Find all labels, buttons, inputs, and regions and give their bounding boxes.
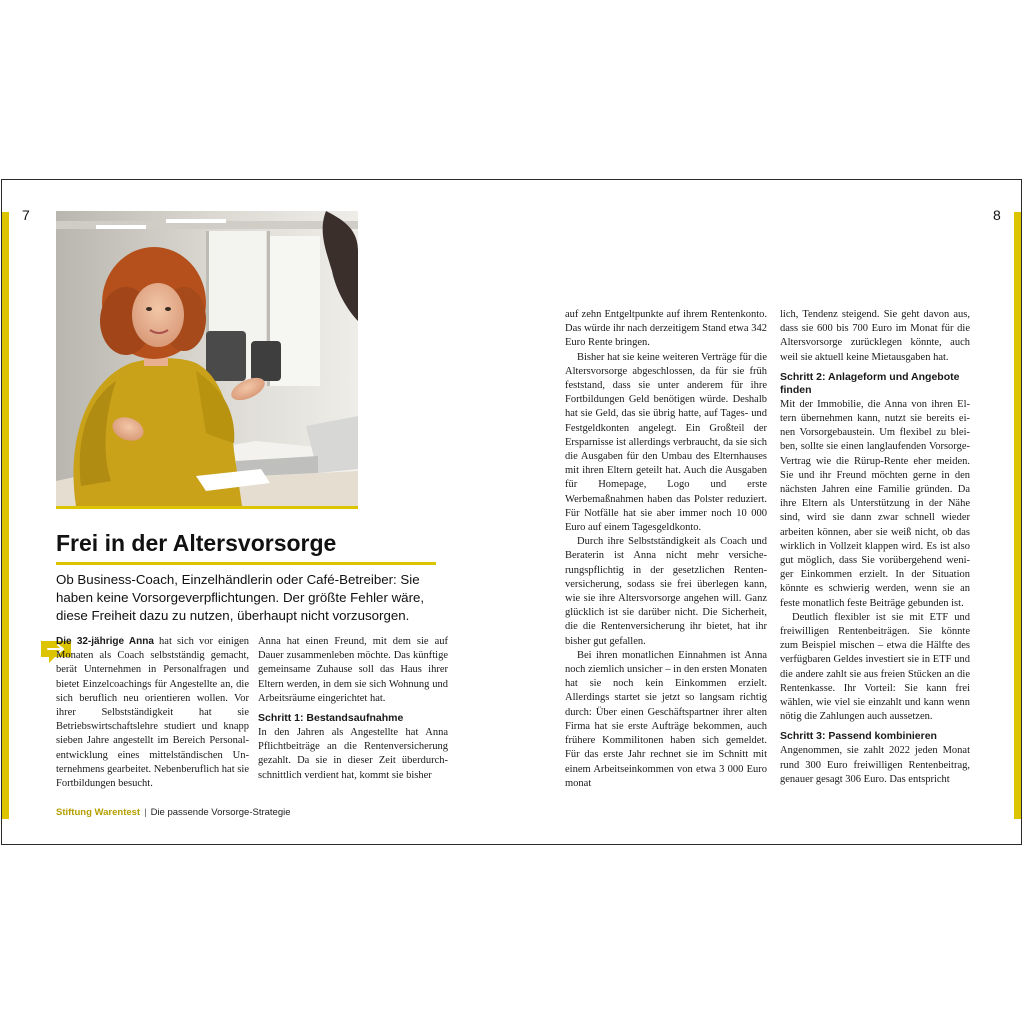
paragraph: Anna hat einen Freund, mit dem sie auf Dauer zusammenleben möchte. Das künftige gemeinsame Zuhause soll das Haus ihrer Eltern werden, in dem sie sich Wohnung und Arbeitsräume eingerichtet hat. <box>258 636 448 704</box>
paragraph: In den Jahren als Angestellte hat Anna Pflichtbeiträge an die Rentenversicherung gezahlt. Da sie in dieser Zeit überdurchschnittlich verdient hat, kommt sie bisher <box>258 727 448 781</box>
column-4 <box>780 308 970 787</box>
left-page-accent-bar <box>2 212 9 819</box>
article-intro: Ob Business-Coach, Einzelhändlerin oder Café-Betreiber: Sie haben keine Vorsorgeverpflichtungen. Der größte Fehler wäre, diese Freiheit dazu zu nutzen, überhaupt nicht vorzusorgen. <box>56 572 425 623</box>
article-headline: Frei in der Altersvorsorge <box>56 530 337 556</box>
lead-paragraph-text: hat sich vor einigen Monaten als Coach selbstständig gemacht, berät Unternehmen in Personalfragen und bietet Einzelcoachings für Angestellte an, die sich beruflich neu orientieren wollen. Vor ihrer Selbstständigkeit hat sie Betriebswirtschaftslehre studiert und knapp sieben Jahre angestellt im Bereich Personalentwicklung eines mittelständischen Unternehmens gearbeitet. Nebenberuflich hat sie Fortbildungen besucht. <box>56 636 249 790</box>
section-heading-step-1: Schritt 1: Bestandsaufnahme <box>258 712 404 725</box>
section-heading-step-2: Schritt 2: Anlageform und Angebote finden <box>780 370 960 396</box>
right-page-number: 8 <box>993 207 1001 223</box>
paragraph: Durch ihre Selbstständigkeit als Coach und Beraterin ist Anna nicht mehr versicherungspflichtig in der gesetzlichen Rentenversicherung, sodass sie frei überlegen kann, wie sie ihre Altersvorsorge angehen will. Ganz glücklich ist sie darüber nicht. Die Sicherheit, die die Rentenversicherung ihr bietet, hat ihr bisher gut gefallen. <box>565 536 767 647</box>
paragraph: Mit der Immobilie, die Anna von ihren Eltern übernehmen kann, nutzt sie bereits einen Vorsorgebaustein. Um flexibel zu bleiben, sollte sie einen langlaufenden Vorsorge-Vertrag wie die Rürup-Rente eher meiden. Sie und ihr Freund möchten gerne in den nächsten Jahren eine Familie gründen. Da ihre Eltern als Unterstützung in der Nähe sind, wird sie dann zwar schnell wieder arbeiten können, aber sie weiß nicht, ob das wirklich in Vollzeit klappen wird. Es ist also gut möglich, dass Sie vorübergehend weniger Einkommen erzielt. In der Situation könnte es schwierig werden, wenn sie an feste monatlich feste Beiträge gebunden ist. <box>780 398 970 609</box>
paragraph: Deutlich flexibler ist sie mit ETF und freiwilligen Rentenbeiträgen. Sie könnte zum Beispiel mischen – etwa die Hälfte des verfügbaren Geldes investiert sie in ETF und die andere zahlt sie aus freien Stücken an die Rentenkasse. Ihr Vorteil: Sie kann frei wählen, wie viel sie einzahlt und kann wenn nötig die Zahlungen auch aussetzen. <box>780 611 970 723</box>
column-1-paragraph <box>56 635 249 791</box>
footer-separator: | <box>144 807 147 818</box>
paragraph: Bei ihren monatlichen Einnahmen ist Anna noch ziemlich unsicher – in den ersten Monaten hat sie noch kein Einkommen erzielt. Allerdings startet sie jetzt so langsam richtig durch: Über einen Geschäftspartner ihrer alten Firma hat sie erste Aufträge bekommen, auch frühere Kommilitonen haben sich gemeldet. Für das erste Jahr rechnet sie im Schnitt mit einem Arbeitseinkommen von etwa 3 000 Euro monat <box>565 649 767 789</box>
photo-accent-line <box>56 506 358 509</box>
column-1 <box>56 635 249 791</box>
footer-subtitle: Die passende Vorsorge-Strategie <box>150 807 291 818</box>
paragraph: Bisher hat sie keine weiteren Verträge für die Altersvorsorge abgeschlossen, da für sie früh feststand, dass sie unter anderem für ihre Fortbildungen Geld benötigen würde. Deshalb hat sie Geld, das sie übrig hatte, auf Tages- und Festgeldkonten angelegt. Ein Großteil der Ersparnisse ist allerdings verbraucht, da sie sich die Ausgaben für den Umbau des Elternhauses mit ihren Eltern geteilt hat. Auch die Ausgaben für Homepage, Logo und erste Werbemaßnahmen haben das Polster reduziert. Für Notfälle hat sie aber immer noch 10 000 Euro auf einem Tagesgeldkonto. <box>565 351 767 534</box>
lead-in: Die 32-jährige Anna <box>56 636 154 647</box>
photo-woman-in-office <box>56 211 358 506</box>
book-spread <box>1 179 1022 845</box>
paragraph: Angenommen, sie zahlt 2022 jeden Monat rund 300 Euro freiwilligen Rentenbeitrag, genauer gesagt 306 Euro. Das entspricht <box>780 745 970 785</box>
right-page-accent-bar <box>1014 212 1021 819</box>
footer-brand: Stiftung Warentest <box>56 807 141 818</box>
column-3 <box>565 308 767 791</box>
column-2 <box>258 635 448 783</box>
section-heading-step-3: Schritt 3: Passend kombinieren <box>780 730 937 743</box>
headline-accent-rule <box>56 562 436 565</box>
paragraph: lich, Tendenz steigend. Sie geht davon aus, dass sie 600 bis 700 Euro im Monat für die Altersvorsorge zurücklegen könnte, auch weil sie aktuell keine Mietausgaben hat. <box>780 309 970 363</box>
left-page-number: 7 <box>22 207 30 223</box>
paragraph: auf zehn Entgeltpunkte auf ihrem Rentenkonto. Das würde ihr nach derzeitigem Stand etwa 342 Euro Rente bringen. <box>565 309 767 349</box>
page-footer <box>56 807 291 818</box>
